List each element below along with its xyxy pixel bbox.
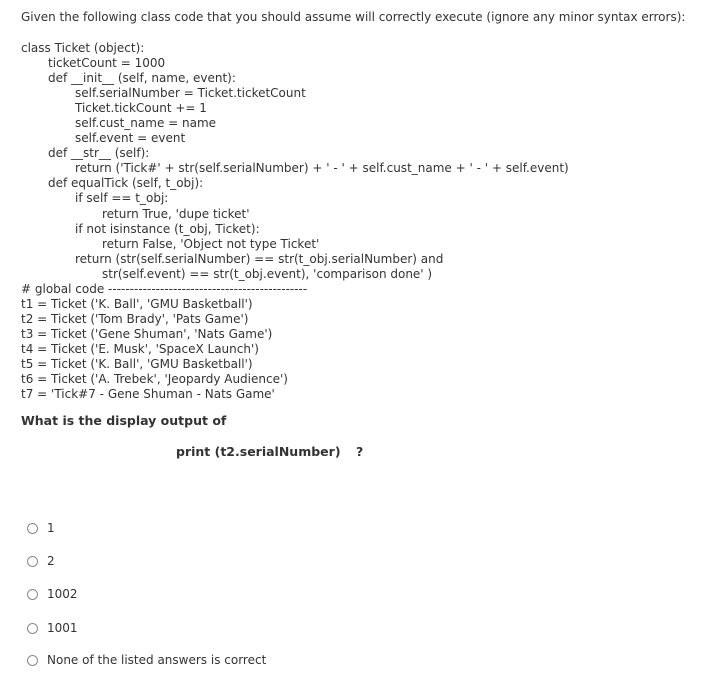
code-line: t3 = Ticket ('Gene Shuman', 'Nats Game'): [21, 326, 273, 341]
radio-button[interactable]: [27, 623, 38, 634]
question-text: What is the display output of: [21, 413, 227, 428]
code-line: t6 = Ticket ('A. Trebek', 'Jeopardy Audience'): [21, 372, 288, 387]
code-line: # global code ----------------------------------------------: [21, 281, 308, 296]
radio-button[interactable]: [27, 655, 38, 666]
code-line: def equalTick (self, t_obj):: [48, 176, 204, 191]
code-line: if self == t_obj:: [75, 191, 169, 206]
code-line: t2 = Ticket ('Tom Brady', 'Pats Game'): [21, 311, 249, 326]
answer-option[interactable]: [27, 587, 78, 601]
code-line: t5 = Ticket ('K. Ball', 'GMU Basketball'): [21, 356, 253, 371]
code-line: t4 = Ticket ('E. Musk', 'SpaceX Launch'): [21, 341, 259, 356]
code-line: t7 = 'Tick#7 - Gene Shuman - Nats Game': [21, 387, 275, 402]
radio-button[interactable]: [27, 523, 38, 534]
code-line: return ('Tick#' + str(self.serialNumber) + ' - ' + self.cust_name + ' - ' + self.event): [75, 161, 569, 176]
code-line: class Ticket (object):: [21, 41, 145, 55]
answer-option-label[interactable]: 1002: [47, 587, 78, 601]
answer-option-label[interactable]: 2: [47, 554, 55, 568]
radio-button[interactable]: [27, 589, 38, 600]
answer-option[interactable]: [27, 653, 266, 667]
code-block: [21, 41, 569, 402]
question-intro: Given the following class code that you should assume will correctly execute (ignore any minor syntax errors):: [21, 10, 686, 24]
answer-option-label[interactable]: 1: [47, 521, 55, 535]
code-line: self.event = event: [75, 131, 186, 146]
code-line: str(self.event) == str(t_obj.event), 'comparison done' ): [102, 266, 433, 281]
answer-option[interactable]: [27, 554, 55, 568]
answer-option[interactable]: [27, 521, 55, 535]
radio-button[interactable]: [27, 556, 38, 567]
code-line: t1 = Ticket ('K. Ball', 'GMU Basketball'): [21, 296, 253, 311]
code-line: self.cust_name = name: [75, 116, 217, 131]
code-line: return False, 'Object not type Ticket': [102, 236, 320, 251]
code-line: return True, 'dupe ticket': [102, 206, 250, 221]
code-line: def __init__ (self, name, event):: [48, 71, 236, 86]
code-line: ticketCount = 1000: [48, 56, 166, 71]
answer-option-label[interactable]: 1001: [47, 621, 78, 635]
answer-option[interactable]: [27, 621, 78, 635]
code-line: def __str__ (self):: [48, 146, 150, 161]
print-statement: print (t2.serialNumber): [176, 444, 341, 459]
question-mark: ?: [356, 444, 364, 459]
code-line: Ticket.tickCount += 1: [75, 101, 207, 116]
code-line: return (str(self.serialNumber) == str(t_obj.serialNumber) and: [75, 251, 444, 266]
code-line: self.serialNumber = Ticket.ticketCount: [75, 86, 306, 101]
answer-option-label[interactable]: None of the listed answers is correct: [47, 653, 267, 667]
code-line: if not isinstance (t_obj, Ticket):: [75, 221, 260, 236]
